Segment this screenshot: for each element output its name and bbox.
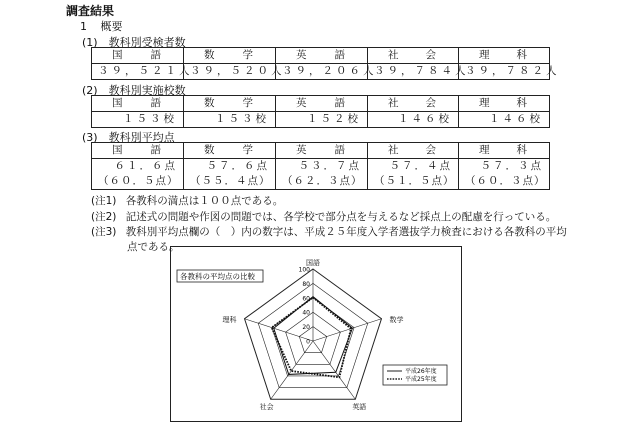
legend-label-previous: 平成25年度 [405,376,437,383]
table-header-row [92,143,550,159]
tick-label: 100 [298,266,310,274]
tick-label: 40 [302,309,310,317]
note-tag: (注2) [91,211,117,223]
header-social: 社 会 [368,143,459,159]
table-cell: ３９，５２１人 [92,64,184,80]
axis-spoke [313,319,381,341]
header-social: 社 会 [368,48,459,64]
axis-label: 社会 [259,403,274,412]
table-cell: １５３校 [92,112,184,128]
header-math: 数 学 [184,143,276,159]
note-text: 教科別平均点欄の（ ）内の数字は、平成２５年度入学者選抜学力検査における各教科の平均 [125,226,567,238]
radar-axes [245,266,382,399]
header-science: 理 科 [459,48,550,64]
table-cell: ３９，２０６人 [276,64,368,80]
schools-table [91,95,550,128]
note-text: 各教科の満点は１００点である。 [125,195,284,207]
header-english: 英 語 [276,143,368,159]
average-score-table [91,142,550,190]
table-cell: （５１．５点） [368,174,459,190]
table1-heading: (1) 教科別受検者数 [82,36,186,49]
header-english: 英 語 [276,48,368,64]
chart-title: 各教科の平均点の比較 [180,272,255,281]
table-cell: ３９，５２０人 [184,64,276,80]
section-number: 1 [80,20,87,33]
table-cell: ６１．６点 [92,159,184,175]
table-row [92,174,550,190]
tick-label: 80 [302,280,310,288]
tick-label: 60 [302,295,310,303]
table-row [92,112,550,128]
header-social: 社 会 [368,96,459,112]
table-header-row [92,96,550,112]
note-2 [91,209,556,224]
tick-label: 20 [302,324,310,332]
header-science: 理 科 [459,143,550,159]
table-cell: ５７．４点 [368,159,459,175]
header-english: 英 語 [276,96,368,112]
legend-label-current: 平成26年度 [405,368,437,375]
table-cell: ５７．３点 [459,159,550,175]
table-row [92,64,550,80]
table-cell: ５３．７点 [276,159,368,175]
header-japanese: 国 語 [92,48,184,64]
table-cell: （５５．４点） [184,174,276,190]
header-math: 数 学 [184,96,276,112]
header-math: 数 学 [184,48,276,64]
table2-heading: (2) 教科別実施校数 [82,84,186,97]
table-cell: １４６校 [368,112,459,128]
table-cell: （６０．３点） [459,174,550,190]
note-text: 記述式の問題や作図の問題では、各学校で部分点を与えるなど採点上の配慮を行っている。 [125,211,557,223]
table-cell: ３９，７８２人 [459,64,550,80]
radar-chart [170,246,462,422]
table-cell: （６０．５点） [92,174,184,190]
note-3-continued: 点である。 [127,241,180,253]
axis-label: 英語 [352,403,367,412]
series-line-previous [272,297,351,377]
note-tag: (注3) [91,226,117,238]
axis-spoke [313,341,355,399]
note-tag: (注1) [91,195,117,207]
axis-label: 理科 [222,315,237,324]
tick-label: 0 [306,338,310,346]
page-title: 調査結果 [66,4,115,18]
table-header-row [92,48,550,64]
section-heading [80,18,123,34]
axis-label: 数学 [389,315,404,324]
examinees-table [91,47,560,80]
table-cell: ３９，７８４人 [368,64,459,80]
axis-spoke [271,338,313,399]
note-1 [91,193,283,208]
header-japanese: 国 語 [92,143,184,159]
table-cell: （６２．３点） [276,174,368,190]
section-label: 概要 [100,20,123,33]
chart-legend [383,365,447,385]
table-cell: １４６校 [459,112,550,128]
table-cell: ５７．６点 [184,159,276,175]
note-3 [91,224,567,239]
table-cell: １５２校 [276,112,368,128]
table-cell: １５３校 [184,112,276,128]
header-science: 理 科 [459,96,550,112]
header-japanese: 国 語 [92,96,184,112]
table3-heading: (3) 教科別平均点 [82,131,175,144]
table-row [92,159,550,175]
axis-label: 国語 [306,259,320,267]
